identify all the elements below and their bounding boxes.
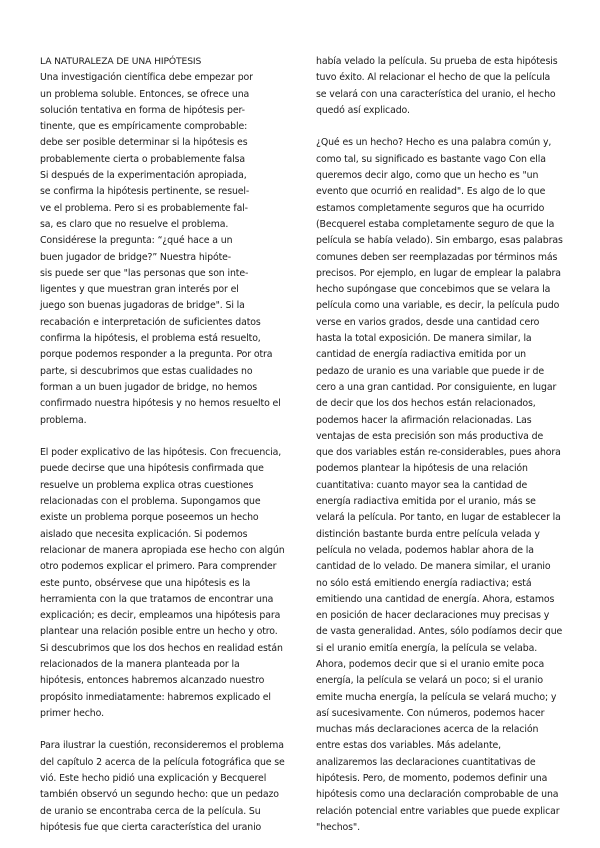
- text-line: hecho supóngase que concebimos que se velara la: [316, 284, 551, 296]
- text-line: de uranio se encontraba cerca de la película. Su: [40, 805, 261, 817]
- text-line: así sucesivamente. Con números, podemos hacer: [316, 707, 545, 719]
- text-line: relacionados de la manera planteada por la: [40, 658, 240, 670]
- text-line: propósito inmediatamente: habremos explicado el: [40, 691, 271, 703]
- text-line: se velará con una característica del uranio, el hecho: [316, 88, 556, 100]
- section-title: LA NATURALEZA DE UNA HIPÓTESIS: [40, 56, 202, 67]
- text-line: confirma la hipótesis, el problema está resuelto,: [40, 333, 261, 345]
- text-line: también observó un segundo hecho: que un pedazo: [40, 789, 279, 801]
- text-line: cuantitativa: cuanto mayor sea la cantidad de: [316, 479, 528, 491]
- text-line: hasta la total exposición. De manera similar, la: [316, 333, 532, 345]
- text-line: cantidad de energía radiactiva emitida por un: [316, 349, 526, 361]
- text-line: hipótesis fue que cierta característica del uranio: [40, 821, 262, 833]
- text-line: debe ser posible determinar si la hipótesis es: [40, 137, 248, 149]
- text-line: problema.: [40, 414, 87, 426]
- text-line: relación potencial entre variables que puede explicar: [316, 805, 560, 817]
- text-line: estamos completamente seguros que ha ocurrido: [316, 202, 545, 214]
- text-line: existe un problema porque poseemos un hecho: [40, 512, 259, 524]
- text-line: que dos variables están re-considerables, pues ahora: [316, 447, 561, 459]
- text-line: Considérese la pregunta: “¿qué hace a un: [40, 235, 233, 247]
- paragraph: [316, 54, 572, 119]
- text-line: relacionar de manera apropiada ese hecho con algún: [40, 544, 285, 556]
- text-line: aislado que necesita explicación. Si podemos: [40, 528, 248, 540]
- text-line: película no velada, podemos hablar ahora de la: [316, 544, 534, 556]
- text-line: pedazo de uranio es una variable que puede ir de: [316, 365, 544, 377]
- paragraph: [40, 738, 292, 836]
- text-line: solución tentativa en forma de hipótesis per-: [40, 104, 245, 116]
- text-line: tinente, que es empíricamente comprobable:: [40, 121, 248, 133]
- text-line: parte, si descubrimos que estas cualidades no: [40, 365, 253, 377]
- right-column: [316, 54, 572, 836]
- text-line: relacionadas con el problema. Supongamos que: [40, 496, 261, 508]
- paragraph-gap: [40, 722, 292, 738]
- text-line: primer hecho.: [40, 707, 104, 719]
- text-line: entre estas dos variables. Más adelante,: [316, 740, 502, 752]
- text-line: se confirma la hipótesis pertinente, se resuel-: [40, 186, 250, 198]
- text-line: comunes deben ser reemplazadas por términos más: [316, 251, 558, 263]
- text-line: película como una variable, es decir, la película pudo: [316, 300, 560, 312]
- text-line: un problema soluble. Entonces, se ofrece una: [40, 88, 250, 100]
- text-line: de vasta generalidad. Antes, sólo podíamos decir que: [316, 626, 563, 638]
- paragraph: [40, 70, 292, 429]
- text-line: podemos plantear la hipótesis de una relación: [316, 463, 528, 475]
- text-line: hipótesis como una declaración comprobable de una: [316, 789, 559, 801]
- text-line: tuvo éxito. Al relacionar el hecho de que la película: [316, 72, 551, 84]
- text-line: evento que ocurrió en realidad". Es algo de lo que: [316, 186, 546, 198]
- text-line: "hechos".: [316, 821, 360, 833]
- left-column-text: [40, 70, 292, 836]
- text-line: velará la película. Por tanto, en lugar de establecer la: [316, 512, 561, 524]
- text-line: Si descubrimos que los dos hechos en realidad están: [40, 642, 283, 654]
- text-line: Si después de la experimentación apropiada,: [40, 170, 247, 182]
- text-line: (Becquerel estaba completamente seguro de que la: [316, 218, 555, 230]
- text-line: hipótesis, entonces habremos alcanzado nuestro: [40, 675, 265, 687]
- text-line: precisos. Por ejemplo, en lugar de emplear la palabra: [316, 267, 561, 279]
- text-line: energía, la película se velará un poco; si el uranio: [316, 675, 543, 687]
- text-line: otro podemos explicar el primero. Para comprender: [40, 561, 277, 573]
- text-line: resuelve un problema explica otras cuestiones: [40, 479, 254, 491]
- text-line: no sólo está emitiendo energía radiactiva; está: [316, 577, 532, 589]
- text-line: explicación; es decir, empleamos una hipótesis para: [40, 610, 281, 622]
- text-line: Para ilustrar la cuestión, reconsideremos el problema: [40, 740, 284, 752]
- paragraph-gap: [316, 119, 572, 135]
- left-column: [40, 54, 292, 836]
- text-line: buen jugador de bridge?” Nuestra hipóte-: [40, 251, 232, 263]
- text-line: este punto, obsérvese que una hipótesis es la: [40, 577, 251, 589]
- text-line: queremos decir algo, como que un hecho es "un: [316, 170, 539, 182]
- text-line: ventajas de esta precisión son más productiva de: [316, 430, 544, 442]
- text-line: del capítulo 2 acerca de la película fotográfica que se: [40, 756, 285, 768]
- text-line: cero a una gran cantidad. Por consiguiente, en lugar: [316, 381, 557, 393]
- text-line: sa, es claro que no resuelve el problema.: [40, 218, 229, 230]
- text-line: ligentes y que muestran gran interés por el: [40, 284, 239, 296]
- text-line: en posición de hacer declaraciones muy precisas y: [316, 610, 550, 622]
- text-line: ¿Qué es un hecho? Hecho es una palabra común y,: [316, 137, 552, 149]
- text-line: vió. Este hecho pidió una explicación y Becquerel: [40, 773, 267, 785]
- text-line: Una investigación científica debe empezar por: [40, 72, 253, 84]
- text-line: plantear una relación posible entre un hecho y otro.: [40, 626, 278, 638]
- text-line: sis puede ser que "las personas que son inte-: [40, 267, 249, 279]
- text-line: como tal, su significado es bastante vago Con ella: [316, 153, 546, 165]
- text-line: forman a un buen jugador de bridge, no hemos: [40, 381, 258, 393]
- text-line: confirmado nuestra hipótesis y no hemos resuelto el: [40, 398, 281, 410]
- text-line: ve el problema. Pero si es probablemente fal-: [40, 202, 248, 214]
- text-line: puede decirse que una hipótesis confirmada que: [40, 463, 264, 475]
- paragraph-gap: [40, 429, 292, 445]
- text-line: herramienta con la que tratamos de encontrar una: [40, 593, 274, 605]
- text-line: de decir que los dos hechos están relacionados,: [316, 398, 536, 410]
- text-line: muchas más declaraciones acerca de la relación: [316, 724, 539, 736]
- text-line: Ahora, podemos decir que si el uranio emite poca: [316, 658, 545, 670]
- paragraph: [316, 135, 572, 836]
- text-line: quedó así explicado.: [316, 104, 410, 116]
- text-line: juego son buenas jugadoras de bridge". Si la: [40, 300, 245, 312]
- right-column-text: [316, 54, 572, 836]
- text-line: El poder explicativo de las hipótesis. Con frecuencia,: [40, 447, 282, 459]
- text-line: emite mucha energía, la película se velará mucho; y: [316, 691, 557, 703]
- text-line: distinción bastante burda entre película velada y: [316, 528, 540, 540]
- text-line: si el uranio emitía energía, la película se velaba.: [316, 642, 538, 654]
- text-line: energía radiactiva emitida por el uranio, más se: [316, 496, 536, 508]
- text-line: cantidad de lo velado. De manera similar, el uranio: [316, 561, 551, 573]
- text-line: había velado la película. Su prueba de esta hipótesis: [316, 56, 558, 67]
- text-line: recabación e interpretación de suficientes datos: [40, 316, 261, 328]
- text-line: probablemente cierta o probablemente falsa: [40, 153, 245, 165]
- text-line: emitiendo una cantidad de energía. Ahora, estamos: [316, 593, 555, 605]
- text-line: verse en varios grados, desde una cantidad cero: [316, 316, 540, 328]
- paragraph: [40, 445, 292, 722]
- text-line: película se había velado). Sin embargo, esas palabras: [316, 235, 563, 247]
- text-line: analizaremos las declaraciones cuantitativas de: [316, 756, 536, 768]
- text-line: porque podemos responder a la pregunta. Por otra: [40, 349, 273, 361]
- text-line: hipótesis. Pero, de momento, podemos definir una: [316, 773, 548, 785]
- text-line: podemos hacer la afirmación relacionadas. Las: [316, 414, 532, 426]
